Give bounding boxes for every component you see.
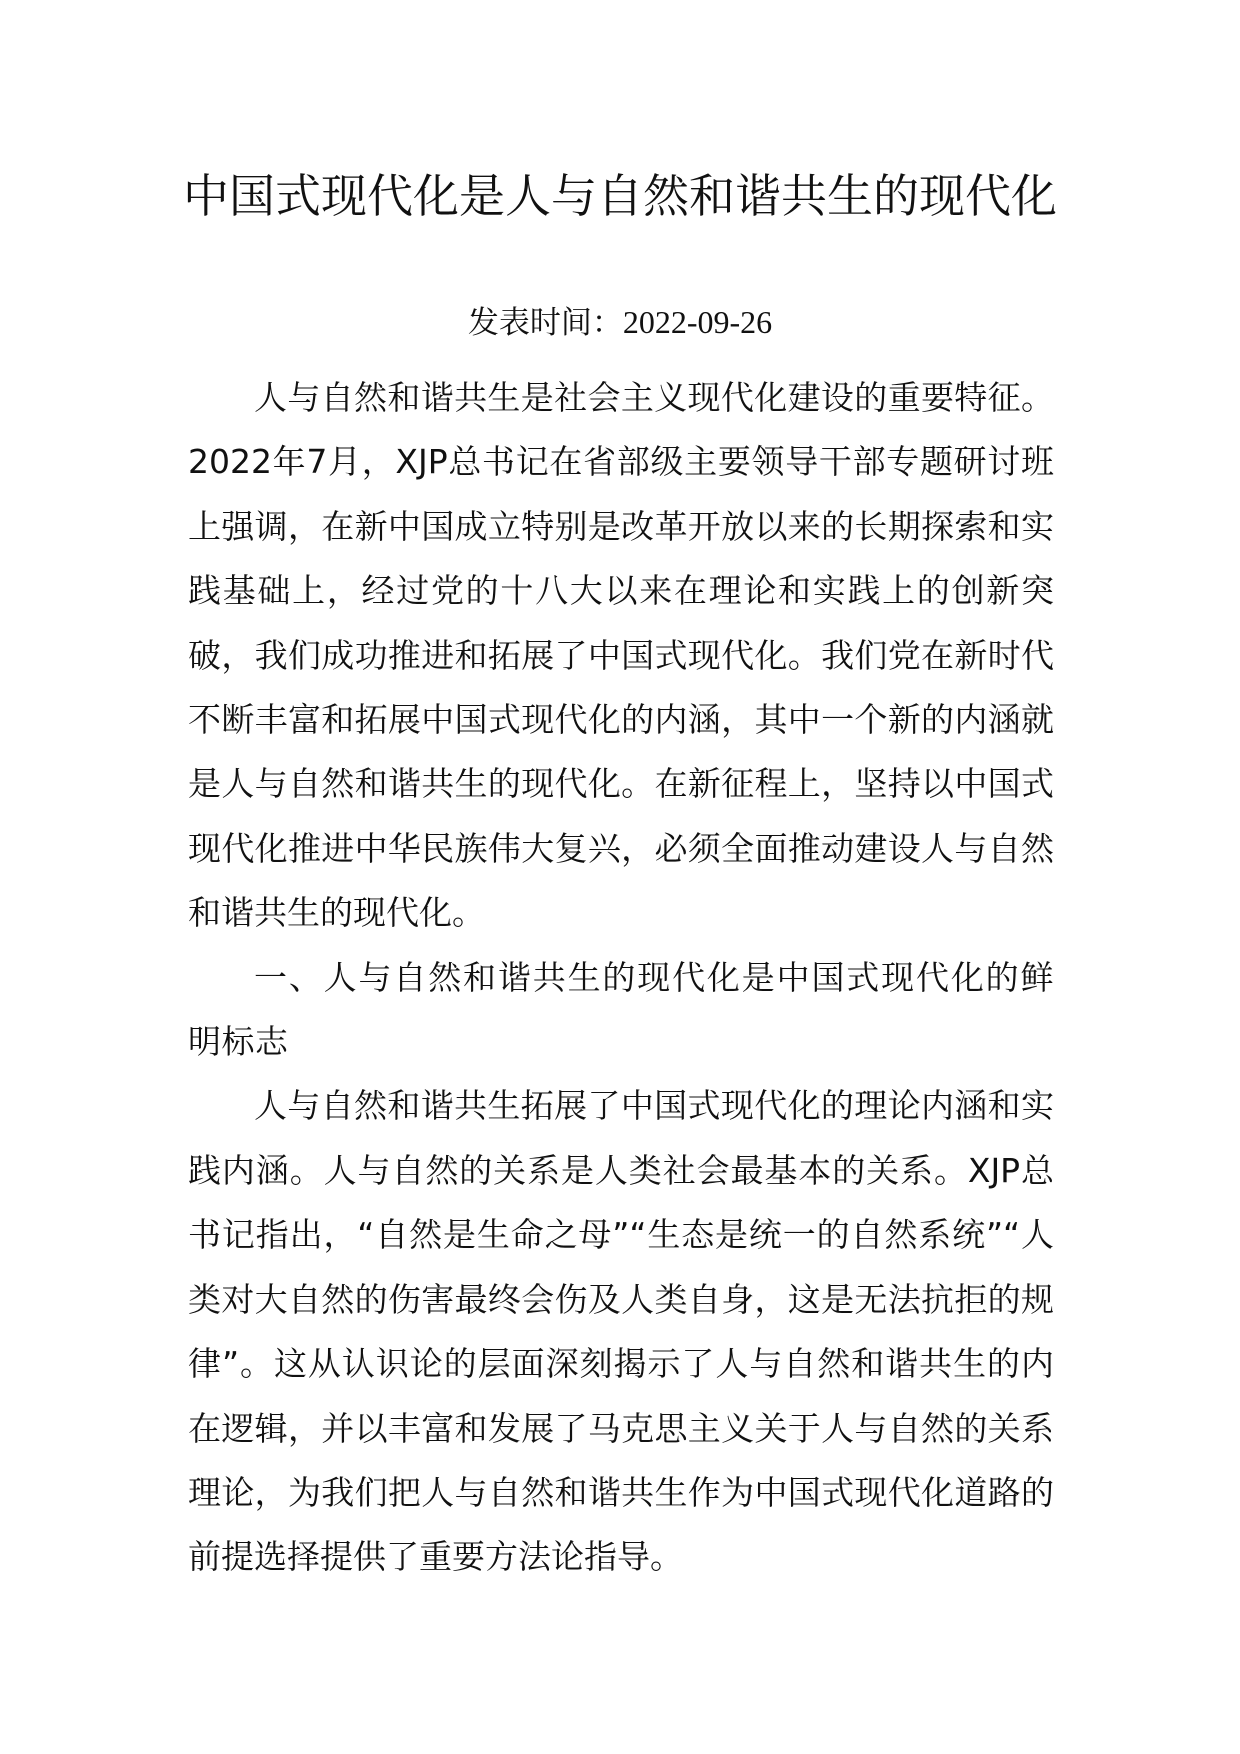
document-title: 中国式现代化是人与自然和谐共生的现代化 xyxy=(183,169,1057,223)
paragraph-section-1: 人与自然和谐共生拓展了中国式现代化的理论内涵和实践内涵。人与自然的关系是人类社会最基本的关系。XJP总书记指出，“自然是生命之母”“生态是统一的自然系统”“人类对大自然的伤害最终会伤及人类自身，这是无法抗拒的规律”。这从认识论的层面深刻揭示了人与自然和谐共生的内在逻辑，并以丰富和发展了马克思主义关于人与自然的关系理论，为我们把人与自然和谐共生作为中国式现代化道路的前提选择提供了重要方法论指导。 xyxy=(188,1086,1054,1577)
article-body xyxy=(188,366,1054,1590)
publish-date-label: 发表时间： xyxy=(467,305,623,341)
paragraph-intro: 人与自然和谐共生是社会主义现代化建设的重要特征。2022年7月，XJP总书记在省部级主要领导干部专题研讨班上强调，在新中国成立特别是改革开放以来的长期探索和实践基础上，经过党的十八大以来在理论和实践上的创新突破，我们成功推进和拓展了中国式现代化。我们党在新时代不断丰富和拓展中国式现代化的内涵，其中一个新的内涵就是人与自然和谐共生的现代化。在新征程上，坚持以中国式现代化推进中华民族伟大复兴，必须全面推动建设人与自然和谐共生的现代化。 xyxy=(188,378,1054,933)
publish-date-value: 2022-09-26 xyxy=(622,304,773,340)
publish-date xyxy=(140,300,1100,345)
section-heading-1: 一、人与自然和谐共生的现代化是中国式现代化的鲜明标志 xyxy=(188,957,1054,1062)
